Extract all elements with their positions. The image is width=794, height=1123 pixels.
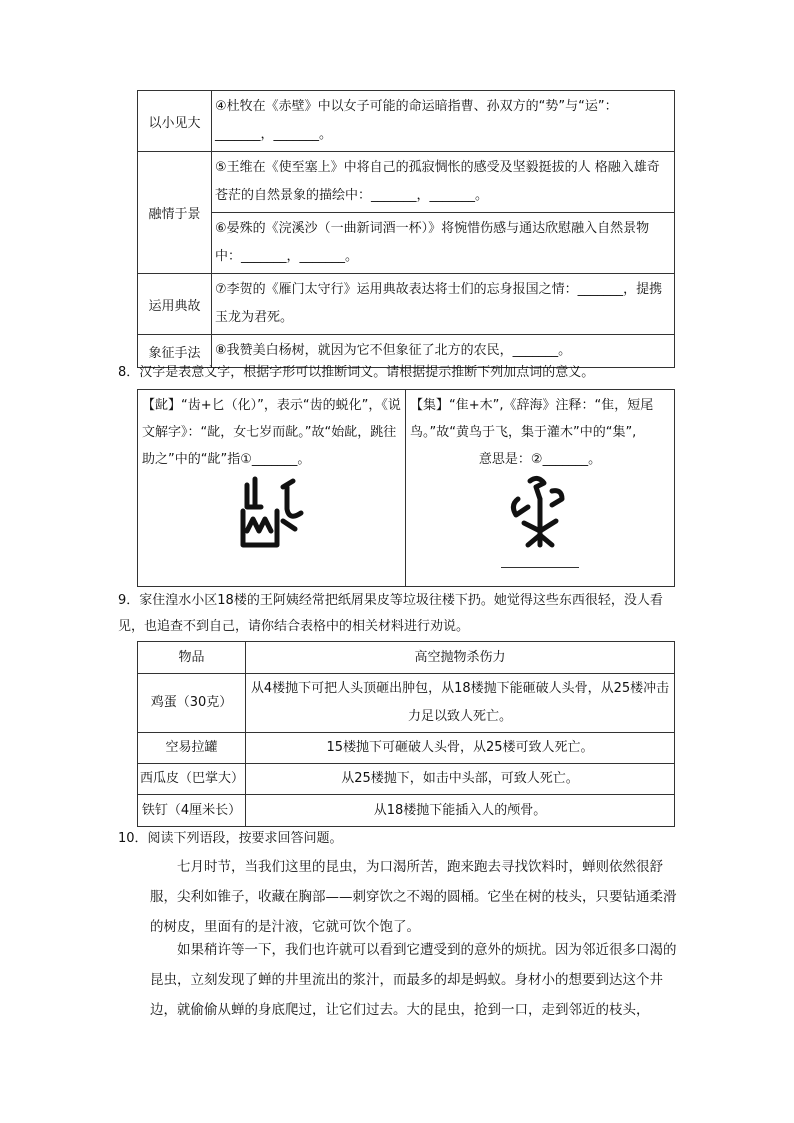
chen-glyph [142, 473, 401, 563]
object-harm: 15楼抛下可砸破人头骨，从25楼可致人死亡。 [246, 733, 675, 764]
chen-cell [138, 390, 406, 587]
technique-item: ⑧我赞美白杨树，就因为它不但象征了北方的农民，_______。 [212, 335, 675, 368]
object-name: 西瓜皮（巴掌大） [138, 764, 246, 795]
header-harm: 高空抛物杀伤力 [246, 642, 675, 674]
object-harm: 从18楼抛下能插入人的颅骨。 [246, 795, 675, 827]
question-10: 10．阅读下列语段，按要求回答问题。 [118, 831, 343, 846]
ji-underline [501, 561, 579, 568]
ji-text: 【集】“隹+木”,《辞海》注释：“隹，短尾鸟。”故“黄鸟于飞，集于灌木”中的“集”, [410, 398, 654, 440]
object-harm: 从4楼抛下可把人头顶砸出肿包，从18楼抛下能砸破人头骨，从25楼冲击力足以致人死亡。 [246, 674, 675, 733]
passage-paragraph-1: 七月时节，当我们这里的昆虫，为口渴所苦，跑来跑去寻找饮料时，蝉则依然很舒服，尖利如锥子，收藏在胸部——刺穿饮之不竭的圆桶。它坐在树的枝头，只要钻通柔滑的树皮，里面有的是汁液，它就可饮个饱了。 [150, 859, 677, 935]
technique-label: 运用典故 [138, 274, 212, 335]
technique-label: 象征手法 [138, 335, 212, 368]
technique-item: ④杜牧在《赤壁》中以女子可能的命运暗指曹、孙双方的“势”与“运”：_______，_______。 [212, 91, 675, 152]
technique-label: 以小见大 [138, 91, 212, 152]
passage-paragraph-2: 如果稍许等一下，我们也许就可以看到它遭受到的意外的烦扰。因为邻近很多口渴的昆虫，立刻发现了蝉的井里流出的浆汁，而最多的却是蚂蚁。身材小的想要到达这个井边，就偷偷从蝉的身底爬过，让它们过去。大的昆虫，抢到一口，走到邻近的枝头， [150, 942, 677, 1018]
technique-item: ⑦李贺的《雁门太守行》运用典故表达将士们的忘身报国之情：_______，提携玉龙为君死。 [212, 274, 675, 335]
ji-seal-glyph-icon [500, 473, 580, 551]
chen-seal-glyph-icon [237, 473, 307, 553]
chen-text: 【龀】“齿+匕（化）”，表示“齿的蜕化”，《说文解字》：“龀，女七岁而龀。”故“始龀，跳往助之”中的“龀”指①_______。 [142, 398, 401, 467]
ji-glyph [410, 473, 670, 568]
poetry-table [137, 90, 675, 368]
ji-answer: 意思是：②_______。 [478, 452, 602, 467]
object-name: 鸡蛋（30克） [138, 674, 246, 733]
technique-label: 融情于景 [138, 152, 212, 274]
object-harm: 从25楼抛下，如击中头部，可致人死亡。 [246, 764, 675, 795]
ji-cell [406, 390, 675, 587]
technique-item: ⑥晏殊的《浣溪沙（一曲新词酒一杯）》将惋惜伤感与通达欣慰融入自然景物中：_______，_______。 [212, 213, 675, 274]
technique-item: ⑤王维在《使至塞上》中将自己的孤寂惆怅的感受及坚毅挺拔的人 格融入雄奇苍茫的自然景象的描绘中：_______，_______。 [212, 152, 675, 213]
character-table [137, 389, 675, 587]
object-name: 铁钉（4厘米长） [138, 795, 246, 827]
object-name: 空易拉罐 [138, 733, 246, 764]
falling-objects-table [137, 641, 675, 827]
question-8: 8．汉字是表意文字，根据字形可以推断词义。请根据提示推断下列加点词的意义。 [118, 365, 595, 380]
question-9: 9．家住湟水小区18楼的王阿姨经常把纸屑果皮等垃圾往楼下扔。她觉得这些东西很轻，没人看见，也追查不到自己，请你结合表格中的相关材料进行劝说。 [118, 593, 663, 634]
header-item: 物品 [138, 642, 246, 674]
